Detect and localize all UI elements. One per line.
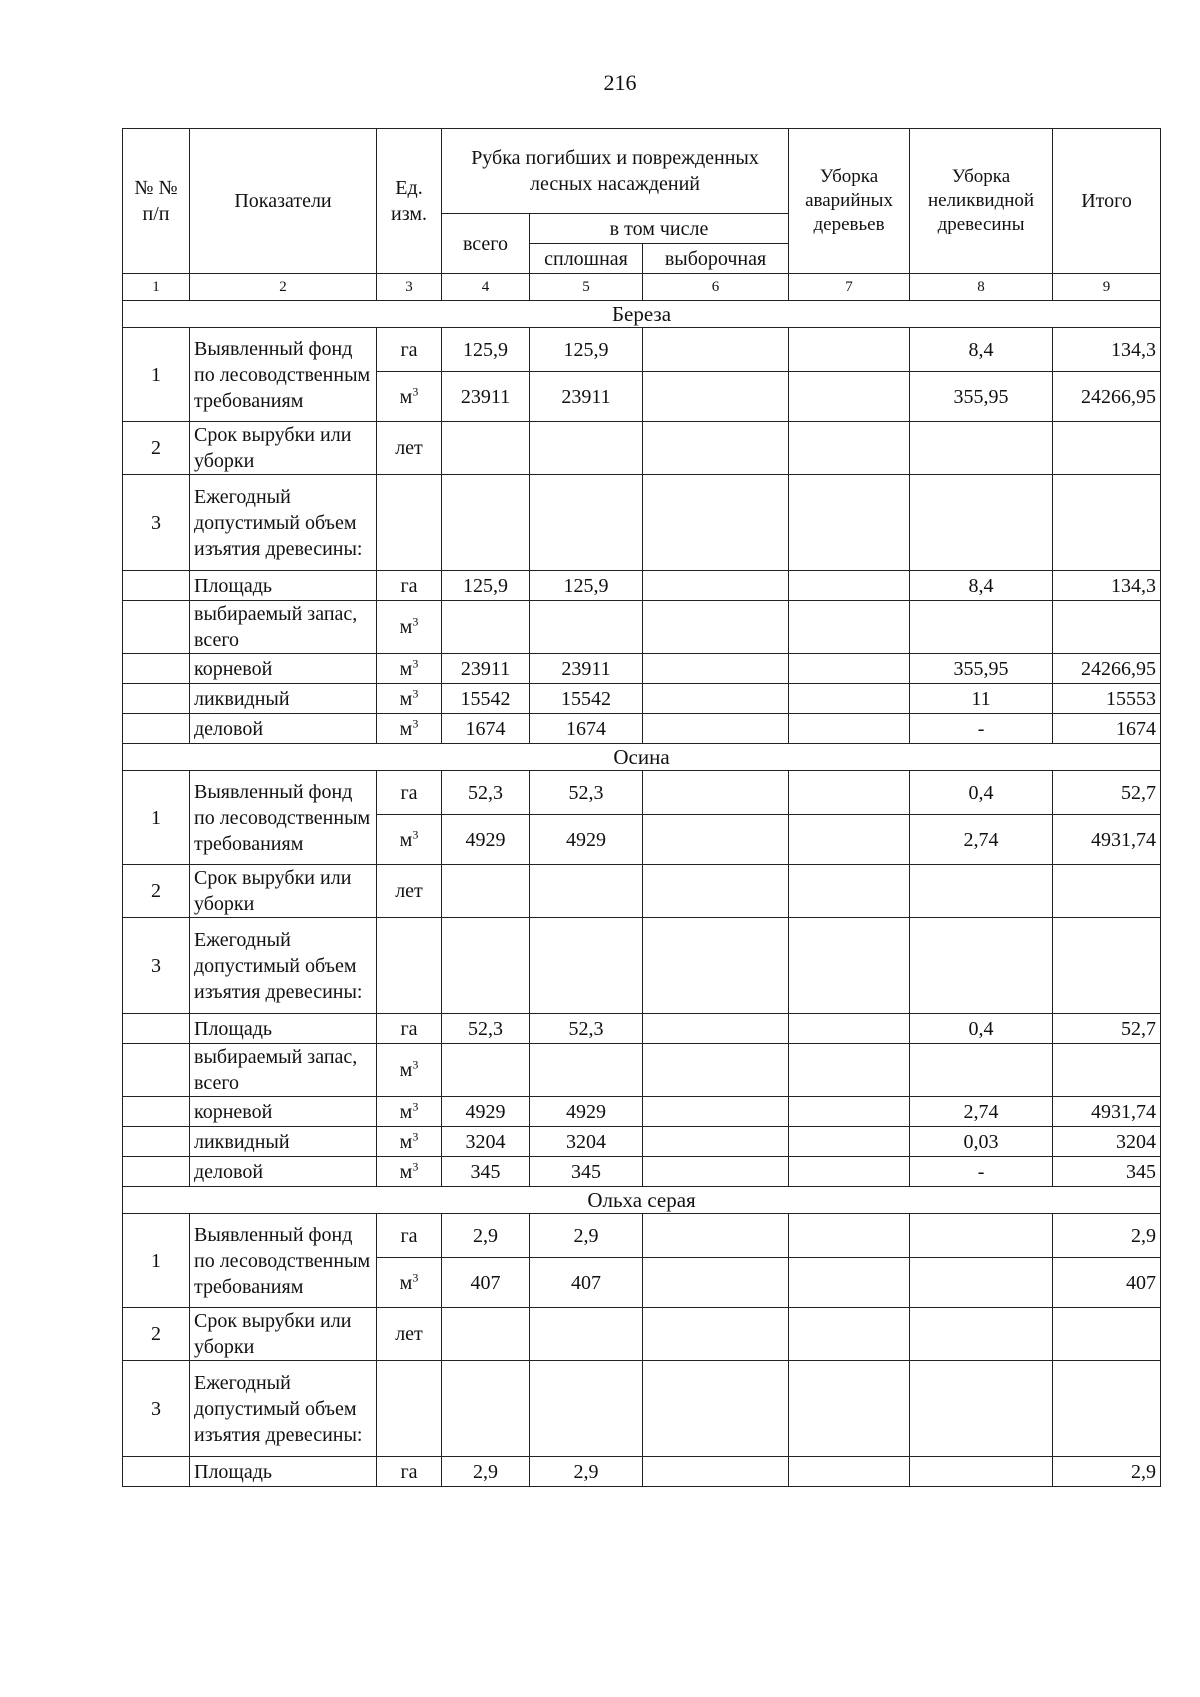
unit-cell: лет: [377, 865, 442, 918]
value-cell: 345: [1053, 1157, 1161, 1187]
empty-cell: [442, 865, 530, 918]
unit-cubic-meter: $м^3$: [399, 1128, 419, 1153]
empty-cell: [643, 865, 789, 918]
value-cell: 52,7: [1053, 771, 1161, 815]
empty-cell: [643, 1308, 789, 1361]
column-numbers-row: [123, 274, 1161, 301]
empty-cell: [123, 654, 190, 684]
col-number: 8: [910, 274, 1053, 301]
header-clear-felling: сплошная: [530, 244, 643, 274]
empty-cell: [643, 918, 789, 1014]
value-cell: 52,3: [442, 1014, 530, 1044]
value-cell: 407: [1053, 1258, 1161, 1308]
row-number: 2: [123, 422, 190, 475]
empty-cell: [910, 601, 1053, 654]
empty-cell: [789, 601, 910, 654]
value-cell: 52,7: [1053, 1014, 1161, 1044]
value-cell: [789, 1214, 910, 1258]
indicator-label: Выявленный фонд по лесоводственным требованиям: [190, 1214, 377, 1308]
indicator-label: ликвидный: [190, 684, 377, 714]
empty-cell: [123, 1457, 190, 1487]
unit-cell: га: [377, 1457, 442, 1487]
table-row: [123, 771, 1161, 815]
empty-cell: [910, 422, 1053, 475]
row-number: 3: [123, 475, 190, 571]
table-row: [123, 571, 1161, 601]
empty-cell: [442, 1044, 530, 1097]
unit-cell: лет: [377, 1308, 442, 1361]
value-cell: 0,4: [910, 1014, 1053, 1044]
unit-cell: [377, 601, 442, 654]
table-row: [123, 654, 1161, 684]
value-cell: 23911: [442, 372, 530, 422]
empty-cell: [643, 1044, 789, 1097]
section-title: Береза: [123, 301, 1161, 328]
indicator-label: Выявленный фонд по лесоводственным требованиям: [190, 771, 377, 865]
empty-cell: [910, 1361, 1053, 1457]
table-row: [123, 328, 1161, 372]
value-cell: 4931,74: [1053, 815, 1161, 865]
table-row: [123, 684, 1161, 714]
value-cell: 15553: [1053, 684, 1161, 714]
value-cell: 3204: [530, 1127, 643, 1157]
value-cell: [643, 1127, 789, 1157]
indicator-label: деловой: [190, 1157, 377, 1187]
empty-cell: [643, 601, 789, 654]
empty-cell: [123, 1157, 190, 1187]
header-selective-felling: выборочная: [643, 244, 789, 274]
header-indicator: Показатели: [190, 129, 377, 274]
value-cell: 3204: [442, 1127, 530, 1157]
empty-cell: [643, 1361, 789, 1457]
empty-cell: [1053, 865, 1161, 918]
section-row: [123, 301, 1161, 328]
value-cell: 134,3: [1053, 328, 1161, 372]
indicator-label: Площадь: [190, 1457, 377, 1487]
unit-cell: [377, 684, 442, 714]
unit-cell: [377, 372, 442, 422]
col-number: 4: [442, 274, 530, 301]
empty-cell: [910, 1308, 1053, 1361]
empty-cell: [789, 475, 910, 571]
row-number: 2: [123, 865, 190, 918]
value-cell: [789, 684, 910, 714]
value-cell: [789, 571, 910, 601]
empty-cell: [1053, 1361, 1161, 1457]
empty-cell: [530, 1308, 643, 1361]
unit-cell: га: [377, 1014, 442, 1044]
empty-cell: [910, 865, 1053, 918]
unit-cubic-meter: $м^3$: [399, 715, 419, 740]
empty-cell: [530, 475, 643, 571]
value-cell: [643, 1157, 789, 1187]
table-row: [123, 422, 1161, 475]
indicator-label: Площадь: [190, 571, 377, 601]
value-cell: 4931,74: [1053, 1097, 1161, 1127]
row-number: 2: [123, 1308, 190, 1361]
row-number: 1: [123, 771, 190, 865]
row-number: 3: [123, 918, 190, 1014]
empty-cell: [789, 422, 910, 475]
value-cell: 355,95: [910, 654, 1053, 684]
value-cell: [789, 714, 910, 744]
table-row: [123, 1014, 1161, 1044]
unit-cubic-meter: $м^3$: [399, 1158, 419, 1183]
unit-cell: [377, 654, 442, 684]
value-cell: 23911: [530, 654, 643, 684]
unit-cubic-meter: $м^3$: [399, 1098, 419, 1123]
value-cell: 1674: [530, 714, 643, 744]
empty-cell: [530, 1361, 643, 1457]
unit-cell: [377, 1127, 442, 1157]
empty-cell: [442, 422, 530, 475]
value-cell: [789, 1014, 910, 1044]
value-cell: [910, 1457, 1053, 1487]
value-cell: 24266,95: [1053, 654, 1161, 684]
empty-cell: [910, 1044, 1053, 1097]
table-row: [123, 601, 1161, 654]
unit-cubic-meter: $м^3$: [399, 383, 419, 408]
empty-cell: [123, 571, 190, 601]
empty-cell: [442, 1308, 530, 1361]
empty-cell: [530, 1044, 643, 1097]
table-row: [123, 475, 1161, 571]
table-row: [123, 1097, 1161, 1127]
empty-cell: [123, 684, 190, 714]
indicator-label: корневой: [190, 654, 377, 684]
value-cell: [643, 1457, 789, 1487]
value-cell: 2,9: [530, 1457, 643, 1487]
empty-cell: [530, 918, 643, 1014]
value-cell: 8,4: [910, 328, 1053, 372]
empty-cell: [442, 918, 530, 1014]
value-cell: 125,9: [530, 328, 643, 372]
value-cell: 125,9: [530, 571, 643, 601]
value-cell: 2,9: [530, 1214, 643, 1258]
empty-cell: [442, 601, 530, 654]
empty-cell: [123, 1127, 190, 1157]
unit-cell: [377, 1097, 442, 1127]
empty-cell: [643, 475, 789, 571]
table-row: [123, 865, 1161, 918]
unit-cubic-meter: $м^3$: [399, 655, 419, 680]
value-cell: [789, 815, 910, 865]
unit-cubic-meter: $м^3$: [399, 685, 419, 710]
value-cell: [643, 1258, 789, 1308]
value-cell: 4929: [442, 1097, 530, 1127]
value-cell: 345: [530, 1157, 643, 1187]
value-cell: [643, 654, 789, 684]
empty-cell: [1053, 1044, 1161, 1097]
empty-cell: [530, 865, 643, 918]
empty-cell: [123, 601, 190, 654]
value-cell: 407: [530, 1258, 643, 1308]
col-number: 9: [1053, 274, 1161, 301]
indicator-label: корневой: [190, 1097, 377, 1127]
unit-cell: [377, 1258, 442, 1308]
empty-cell: [643, 422, 789, 475]
empty-cell: [377, 475, 442, 571]
value-cell: -: [910, 714, 1053, 744]
value-cell: 24266,95: [1053, 372, 1161, 422]
value-cell: [643, 1014, 789, 1044]
empty-cell: [1053, 475, 1161, 571]
value-cell: [910, 1214, 1053, 1258]
indicator-label: Площадь: [190, 1014, 377, 1044]
value-cell: 2,9: [442, 1457, 530, 1487]
value-cell: 0,4: [910, 771, 1053, 815]
value-cell: 2,74: [910, 1097, 1053, 1127]
unit-cell: га: [377, 1214, 442, 1258]
page-number: 216: [603, 70, 637, 95]
value-cell: 134,3: [1053, 571, 1161, 601]
empty-cell: [789, 1361, 910, 1457]
value-cell: 52,3: [442, 771, 530, 815]
unit-cell: га: [377, 571, 442, 601]
section-title: Осина: [123, 744, 1161, 771]
empty-cell: [123, 714, 190, 744]
value-cell: [789, 1127, 910, 1157]
col-number: 3: [377, 274, 442, 301]
empty-cell: [910, 918, 1053, 1014]
table-row: [123, 1457, 1161, 1487]
header-total-felling: всего: [442, 214, 530, 274]
empty-cell: [1053, 601, 1161, 654]
unit-cell: га: [377, 771, 442, 815]
unit-cell: лет: [377, 422, 442, 475]
value-cell: 52,3: [530, 771, 643, 815]
header-dead-felling: Рубка погибших и поврежденных лесных насаждений: [442, 129, 789, 214]
indicator-label: Ежегодный допустимый объем изъятия древесины:: [190, 1361, 377, 1457]
value-cell: 15542: [530, 684, 643, 714]
indicator-label: выбираемый запас, всего: [190, 1044, 377, 1097]
value-cell: [789, 372, 910, 422]
value-cell: -: [910, 1157, 1053, 1187]
empty-cell: [1053, 422, 1161, 475]
empty-cell: [377, 1361, 442, 1457]
empty-cell: [442, 475, 530, 571]
empty-cell: [1053, 918, 1161, 1014]
table-row: [123, 1308, 1161, 1361]
empty-cell: [123, 1097, 190, 1127]
header-illiquid-wood: Уборка неликвидной древесины: [910, 129, 1053, 274]
indicator-label: Срок вырубки или уборки: [190, 422, 377, 475]
value-cell: 8,4: [910, 571, 1053, 601]
header-including: в том числе: [530, 214, 789, 244]
indicator-label: Ежегодный допустимый объем изъятия древесины:: [190, 918, 377, 1014]
unit-cubic-meter: $м^3$: [399, 826, 419, 851]
value-cell: 2,9: [442, 1214, 530, 1258]
unit-cubic-meter: $м^3$: [399, 614, 419, 638]
empty-cell: [789, 1308, 910, 1361]
col-number: 2: [190, 274, 377, 301]
value-cell: [910, 1258, 1053, 1308]
col-number: 6: [643, 274, 789, 301]
indicator-label: Срок вырубки или уборки: [190, 1308, 377, 1361]
value-cell: [789, 1258, 910, 1308]
value-cell: 3204: [1053, 1127, 1161, 1157]
unit-cubic-meter: $м^3$: [399, 1057, 419, 1081]
section-title: Ольха серая: [123, 1187, 1161, 1214]
empty-cell: [530, 422, 643, 475]
value-cell: 4929: [530, 1097, 643, 1127]
empty-cell: [377, 918, 442, 1014]
harvest-table: [122, 128, 1161, 1487]
value-cell: 23911: [530, 372, 643, 422]
value-cell: [789, 654, 910, 684]
value-cell: 4929: [442, 815, 530, 865]
indicator-label: ликвидный: [190, 1127, 377, 1157]
col-number: 1: [123, 274, 190, 301]
row-number: 1: [123, 1214, 190, 1308]
indicator-label: деловой: [190, 714, 377, 744]
empty-cell: [910, 475, 1053, 571]
empty-cell: [123, 1014, 190, 1044]
unit-cell: [377, 815, 442, 865]
value-cell: [643, 372, 789, 422]
value-cell: [789, 771, 910, 815]
row-number: 3: [123, 1361, 190, 1457]
header-total: Итого: [1053, 129, 1161, 274]
empty-cell: [1053, 1308, 1161, 1361]
value-cell: 1674: [1053, 714, 1161, 744]
header-row-number: № № п/п: [123, 129, 190, 274]
table-row: [123, 1127, 1161, 1157]
table-row: [123, 714, 1161, 744]
col-number: 5: [530, 274, 643, 301]
unit-cell: [377, 1157, 442, 1187]
value-cell: [643, 684, 789, 714]
empty-cell: [530, 601, 643, 654]
section-row: [123, 744, 1161, 771]
value-cell: 11: [910, 684, 1053, 714]
value-cell: 345: [442, 1157, 530, 1187]
value-cell: [643, 571, 789, 601]
value-cell: [643, 714, 789, 744]
value-cell: 355,95: [910, 372, 1053, 422]
empty-cell: [123, 1044, 190, 1097]
row-number: 1: [123, 328, 190, 422]
header-unit: Ед. изм.: [377, 129, 442, 274]
indicator-label: выбираемый запас, всего: [190, 601, 377, 654]
value-cell: [643, 815, 789, 865]
header-emergency-trees: Уборка аварийных деревьев: [789, 129, 910, 274]
value-cell: [643, 1214, 789, 1258]
indicator-label: Выявленный фонд по лесоводственным требованиям: [190, 328, 377, 422]
table-row: [123, 918, 1161, 1014]
indicator-label: Срок вырубки или уборки: [190, 865, 377, 918]
table-row: [123, 1044, 1161, 1097]
value-cell: 407: [442, 1258, 530, 1308]
value-cell: 2,9: [1053, 1214, 1161, 1258]
empty-cell: [789, 1044, 910, 1097]
value-cell: [643, 1097, 789, 1127]
value-cell: [789, 328, 910, 372]
value-cell: 15542: [442, 684, 530, 714]
value-cell: 0,03: [910, 1127, 1053, 1157]
empty-cell: [789, 865, 910, 918]
value-cell: 125,9: [442, 571, 530, 601]
value-cell: 23911: [442, 654, 530, 684]
table-row: [123, 1157, 1161, 1187]
table-row: [123, 1214, 1161, 1258]
value-cell: 125,9: [442, 328, 530, 372]
value-cell: 52,3: [530, 1014, 643, 1044]
unit-cell: га: [377, 328, 442, 372]
value-cell: [643, 328, 789, 372]
value-cell: 2,9: [1053, 1457, 1161, 1487]
col-number: 7: [789, 274, 910, 301]
empty-cell: [442, 1361, 530, 1457]
empty-cell: [789, 918, 910, 1014]
value-cell: [643, 771, 789, 815]
value-cell: 1674: [442, 714, 530, 744]
value-cell: [789, 1097, 910, 1127]
value-cell: [789, 1157, 910, 1187]
value-cell: 4929: [530, 815, 643, 865]
unit-cell: [377, 714, 442, 744]
value-cell: 2,74: [910, 815, 1053, 865]
value-cell: [789, 1457, 910, 1487]
unit-cell: [377, 1044, 442, 1097]
section-row: [123, 1187, 1161, 1214]
indicator-label: Ежегодный допустимый объем изъятия древесины:: [190, 475, 377, 571]
unit-cubic-meter: $м^3$: [399, 1269, 419, 1294]
table-row: [123, 1361, 1161, 1457]
